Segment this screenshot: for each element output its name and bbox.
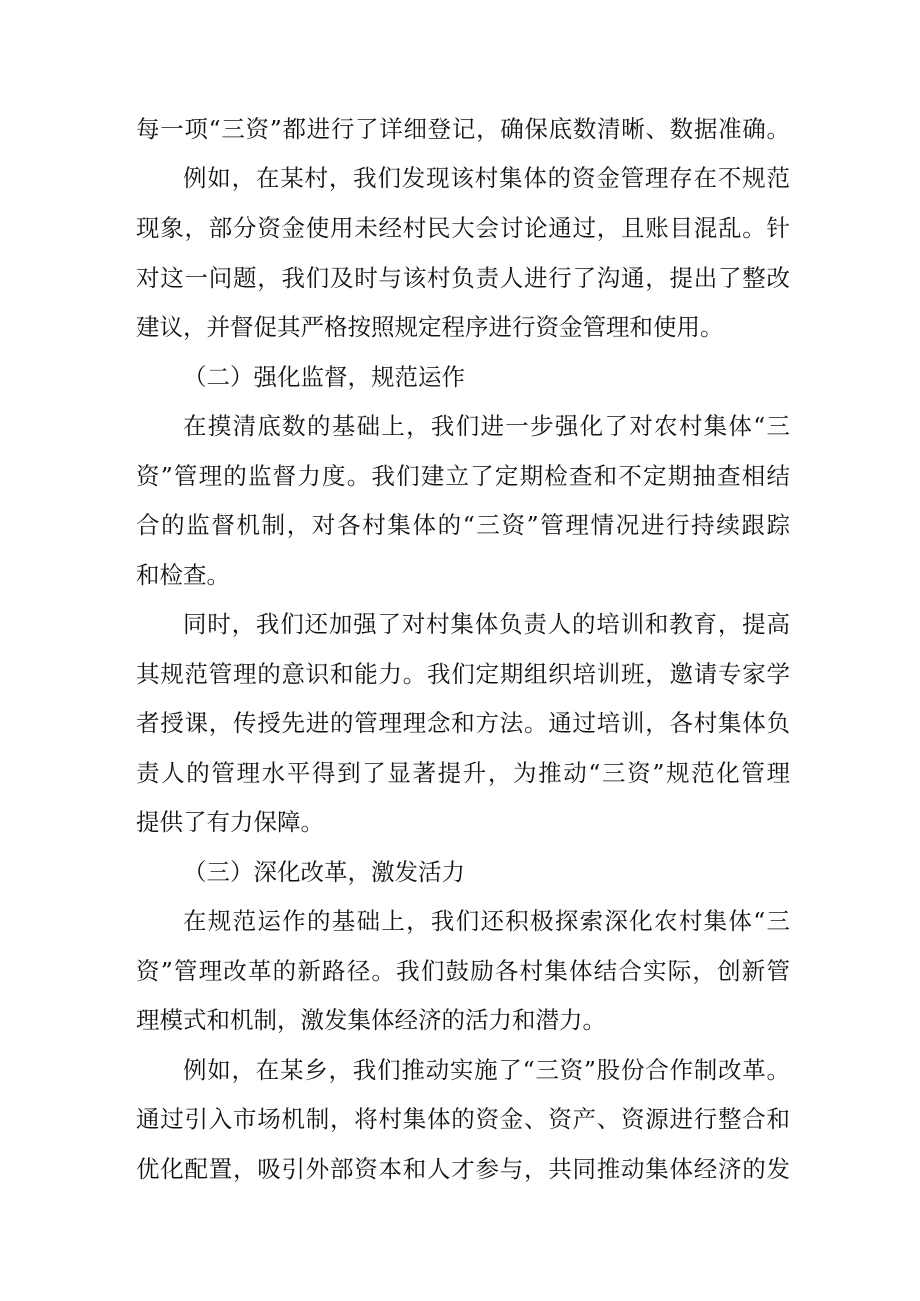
text-line: 优化配置，吸引外部资本和人才参与，共同推动集体经济的发 bbox=[136, 1155, 790, 1183]
text-line: 资”管理改革的新路径。我们鼓励各村集体结合实际，创新管 bbox=[136, 957, 790, 985]
text-line: 在规范运作的基础上，我们还积极探索深化农村集体“三 bbox=[183, 907, 790, 935]
text-line: 例如，在某村，我们发现该村集体的资金管理存在不规范 bbox=[183, 164, 790, 192]
text-line: 在摸清底数的基础上，我们进一步强化了对农村集体“三 bbox=[183, 412, 790, 440]
text-line: 责人的管理水平得到了显著提升，为推动“三资”规范化管理 bbox=[136, 759, 790, 787]
text-line: 理模式和机制，激发集体经济的活力和潜力。 bbox=[136, 1006, 606, 1034]
text-line: 例如，在某乡，我们推动实施了“三资”股份合作制改革。 bbox=[183, 1056, 790, 1084]
text-line: 建议，并督促其严格按照规定程序进行资金管理和使用。 bbox=[136, 313, 724, 341]
text-line: 通过引入市场机制，将村集体的资金、资产、资源进行整合和 bbox=[136, 1105, 790, 1133]
text-line: 对这一问题，我们及时与该村负责人进行了沟通，提出了整改 bbox=[136, 264, 790, 292]
text-line: 合的监督机制，对各村集体的“三资”管理情况进行持续跟踪 bbox=[136, 511, 790, 539]
text-line: 现象，部分资金使用未经村民大会讨论通过，且账目混乱。针 bbox=[136, 214, 790, 242]
text-line: 资”管理的监督力度。我们建立了定期检查和不定期抽查相结 bbox=[136, 462, 790, 490]
text-line: 和检查。 bbox=[136, 561, 230, 589]
text-line: 同时，我们还加强了对村集体负责人的培训和教育，提高 bbox=[183, 610, 790, 638]
text-line: 提供了有力保障。 bbox=[136, 808, 324, 836]
section-heading: （二）强化监督，规范运作 bbox=[183, 363, 465, 391]
section-heading: （三）深化改革，激发活力 bbox=[183, 858, 465, 886]
text-line: 每一项“三资”都进行了详细登记，确保底数清晰、数据准确。 bbox=[136, 115, 790, 143]
text-line: 者授课，传授先进的管理理念和方法。通过培训，各村集体负 bbox=[136, 709, 790, 737]
text-line: 其规范管理的意识和能力。我们定期组织培训班，邀请专家学 bbox=[136, 660, 790, 688]
